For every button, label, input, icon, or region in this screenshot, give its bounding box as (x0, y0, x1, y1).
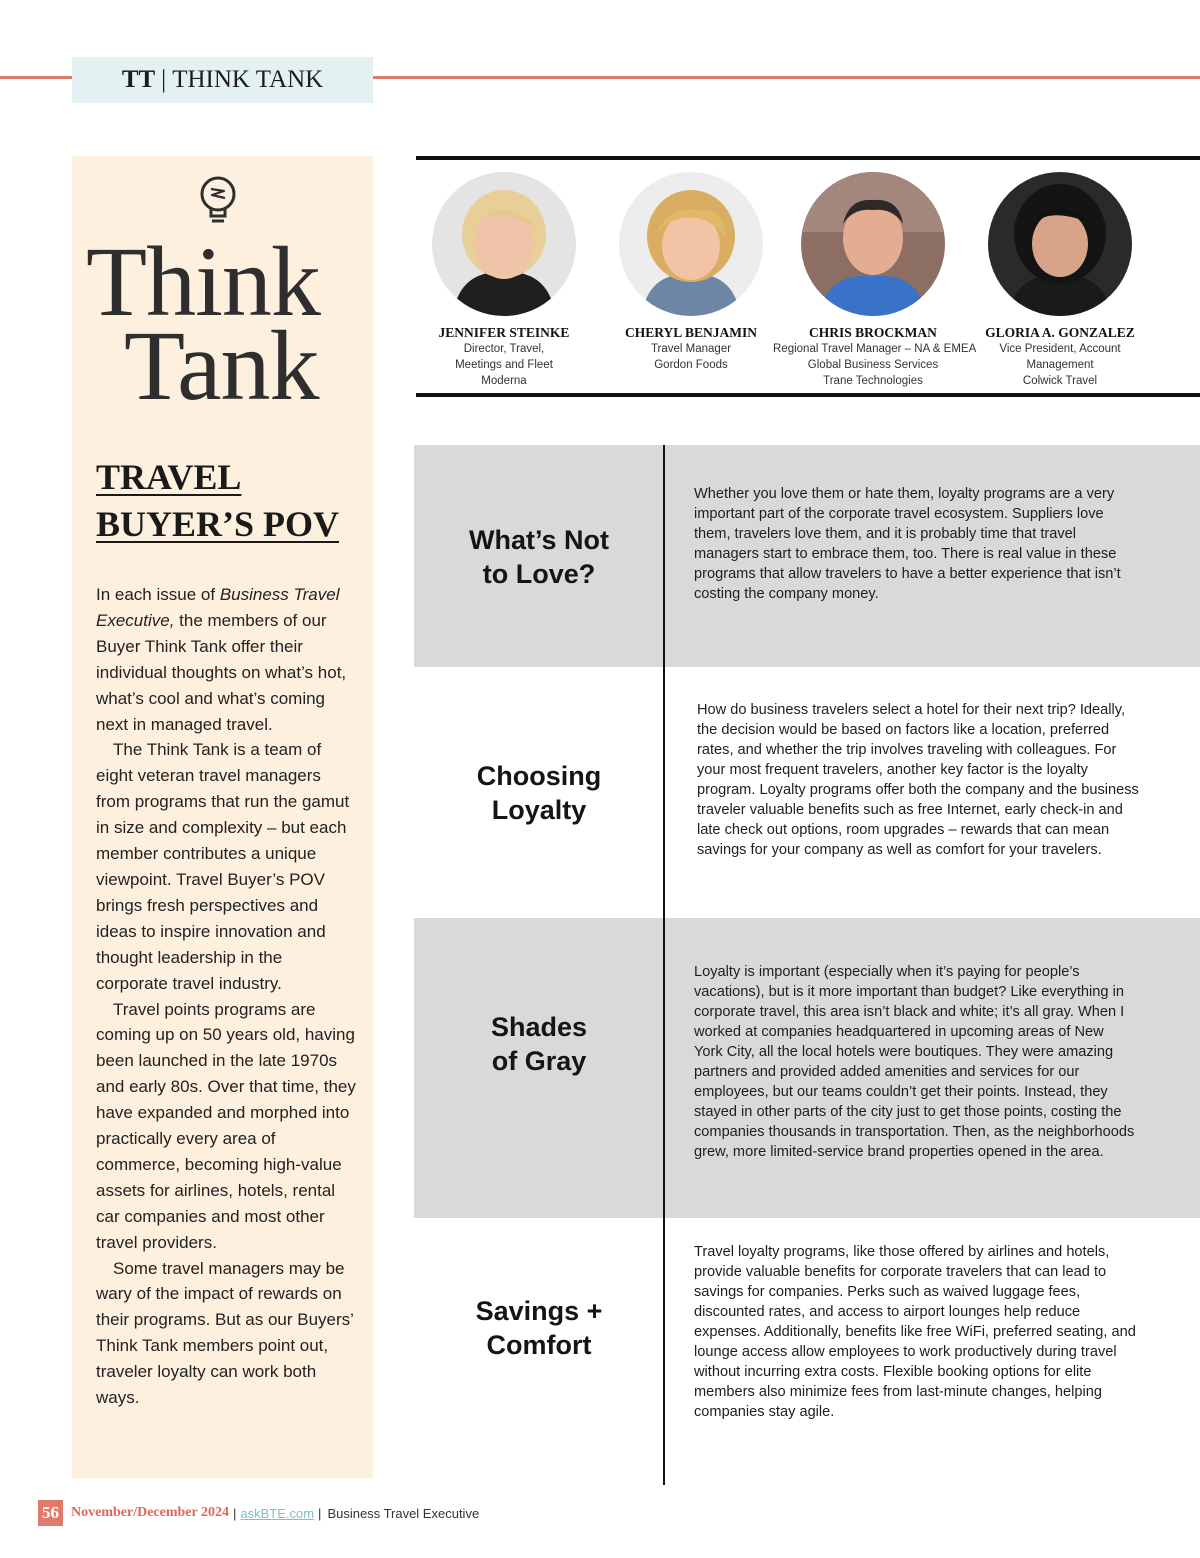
qa-section-whats-not-to-love (414, 445, 1200, 667)
website-link[interactable]: askBTE.com (240, 1505, 315, 1521)
qa-title-line-1: What’s Not (469, 525, 609, 555)
avatar (619, 172, 763, 316)
qa-title-line-1: Choosing (476, 761, 602, 791)
intro-p1-prefix: In each issue of (96, 585, 220, 604)
qa-section-text: Travel loyalty programs, like those offered by airlines and hotels, provide valuable benefits for corporate travelers that can lead to savings for companies. Perks such as waived luggage fees, discounted rates, and access to airport lounges help reduce expenses. Additionally, benefits like free WiFi, preferred seating, and lounge access allow employees to work productively during travel without incurring extra costs. Flexible booking options for elite members also minimize fees from last-minute changes, helping companies stay agile. (694, 1244, 1136, 1420)
panelist-title: Regional Travel Manager – NA & EMEA (773, 343, 977, 355)
sidebar-heading (96, 454, 366, 548)
avatar (988, 172, 1132, 316)
sidebar-heading-line-2: BUYER’S POV (96, 504, 340, 544)
qa-title-line-1: Shades (490, 1012, 588, 1042)
panelist-company: Colwick Travel (1022, 375, 1098, 387)
header-rule-right (373, 76, 1200, 79)
intro-paragraph-1 (96, 582, 358, 737)
think-tank-logo (86, 174, 366, 421)
intro-paragraph-3: Travel points programs are coming up on 50 years old, having been launched in the late 1970s and early 80s. Over that time, they have expanded and morphed into practically every area of commerce, becoming high-value assets for airlines, hotels, rental car companies and most other travel providers. (96, 999, 356, 1252)
qa-section-title (414, 1294, 664, 1362)
panelist-company: Gordon Foods (654, 359, 728, 371)
intro-paragraph-4: Some travel managers may be wary of the impact of rewards on their programs. But as our Buyers’ Think Tank members point out, traveler loyalty can work both ways. (96, 1258, 354, 1408)
panelist-name: JENNIFER STEINKE (438, 325, 570, 340)
panelist-company: Moderna (481, 375, 527, 387)
qa-section-savings-comfort (414, 1218, 1200, 1485)
footer-separator: | (232, 1505, 237, 1521)
footer-separator: | (318, 1505, 322, 1521)
panelist-name: GLORIA A. GONZALEZ (985, 325, 1135, 340)
qa-section-title (414, 1010, 664, 1078)
qa-title-line-2: of Gray (491, 1046, 587, 1076)
panelist-title: Vice President, Account (999, 343, 1121, 355)
panelist-title: Management (1026, 359, 1094, 371)
panelist (960, 172, 1160, 389)
qa-section-choosing-loyalty (414, 667, 1200, 918)
panelist-title: Travel Manager (650, 343, 732, 355)
intro-p1-suffix: the members of our Buyer Think Tank offer their individual thoughts on what’s hot, what’s cool and what’s coming next in managed travel. (96, 610, 347, 734)
header-rule-left (0, 76, 72, 79)
qa-section-text: Loyalty is important (especially when it’s paying for people’s vacations), but is it more important than budget? Like everything in corporate travel, this area isn’t black and white; it’s all gray. When I worked at companies headquartered in upcoming areas of New York City, all the local hotels were boutiques. They were amazing partners and provided added amenities and services for our employees, but our teams couldn’t get their points. Instead, they stayed in other parts of the city just to get those points, costing the companies thousands in transportation. Then, as the neighborhoods grew, more limited-service brand properties opened in the area. (694, 964, 1135, 1160)
sidebar (72, 156, 373, 1478)
portrait-photo (619, 172, 763, 316)
avatar (432, 172, 576, 316)
logo-word-tank: Tank (124, 310, 319, 421)
qa-section-title (414, 523, 664, 591)
publication-name: Business Travel Executive (327, 1505, 480, 1521)
panelist-company: Trane Technologies (823, 375, 923, 387)
page-footer (38, 1500, 479, 1526)
panelist (773, 172, 977, 389)
intro-paragraph-2: The Think Tank is a team of eight veteran travel managers from programs that run the gamut in size and complexity – but each member contributes a unique viewpoint. Travel Buyer’s POV brings fresh perspectives and ideas to inspire innovation and thought leadership in the corporate travel industry. (96, 740, 350, 993)
panelist-name: CHRIS BROCKMAN (809, 325, 937, 340)
sidebar-intro (96, 582, 358, 1411)
panelist-title: Meetings and Fleet (455, 359, 553, 371)
avatar (801, 172, 945, 316)
issue-date: November/December 2024 (71, 1505, 229, 1520)
portrait-photo (432, 172, 576, 316)
lightbulb-icon (198, 174, 238, 234)
section-tag-abbrev: TT (121, 66, 156, 93)
logo-word-think: Think (86, 226, 320, 337)
qa-title-line-2: to Love? (482, 559, 596, 589)
section-tag-separator: | (161, 66, 167, 93)
qa-title-line-1: Savings + (475, 1296, 603, 1326)
panelist-department: Global Business Services (807, 359, 939, 371)
panelist-name: CHERYL BENJAMIN (625, 325, 757, 340)
panelist-title: Director, Travel, (463, 343, 545, 355)
qa-title-line-2: Loyalty (491, 795, 587, 825)
panelist (591, 172, 791, 373)
intro-p1-magazine-title: Business Travel Executive, (96, 585, 340, 630)
panel-top-rule (416, 156, 1200, 160)
section-tag (72, 57, 373, 103)
qa-section-shades-of-gray (414, 918, 1200, 1218)
column-divider (663, 445, 665, 1485)
qa-section-title (414, 759, 664, 827)
page-number: 56 (38, 1500, 63, 1526)
section-tag-label: THINK TANK (172, 66, 324, 93)
panel-bottom-rule (416, 393, 1200, 397)
panelist (404, 172, 604, 389)
portrait-photo (801, 172, 945, 316)
sidebar-heading-line-1: TRAVEL (96, 457, 242, 497)
qa-title-line-2: Comfort (486, 1330, 592, 1360)
qa-section-text: Whether you love them or hate them, loyalty programs are a very important part of the corporate travel ecosystem. Suppliers love them, travelers love them, and it is probably time that travel managers start to embrace them, too. There is real value in these programs that allow travelers to have a better experience that isn’t costing the company money. (694, 486, 1121, 602)
qa-section-text: How do business travelers select a hotel for their next trip? Ideally, the decision would be based on factors like a location, preferred rates, and whether the trip involves traveling with colleagues. For your most frequent travelers, another key factor is the loyalty program. Loyalty programs offer both the company and the business traveler valuable benefits such as free Internet, early check-in and late check out options, room upgrades – rewards that can mean savings for your company as well as comfort for your travelers. (697, 702, 1139, 858)
portrait-photo (988, 172, 1132, 316)
